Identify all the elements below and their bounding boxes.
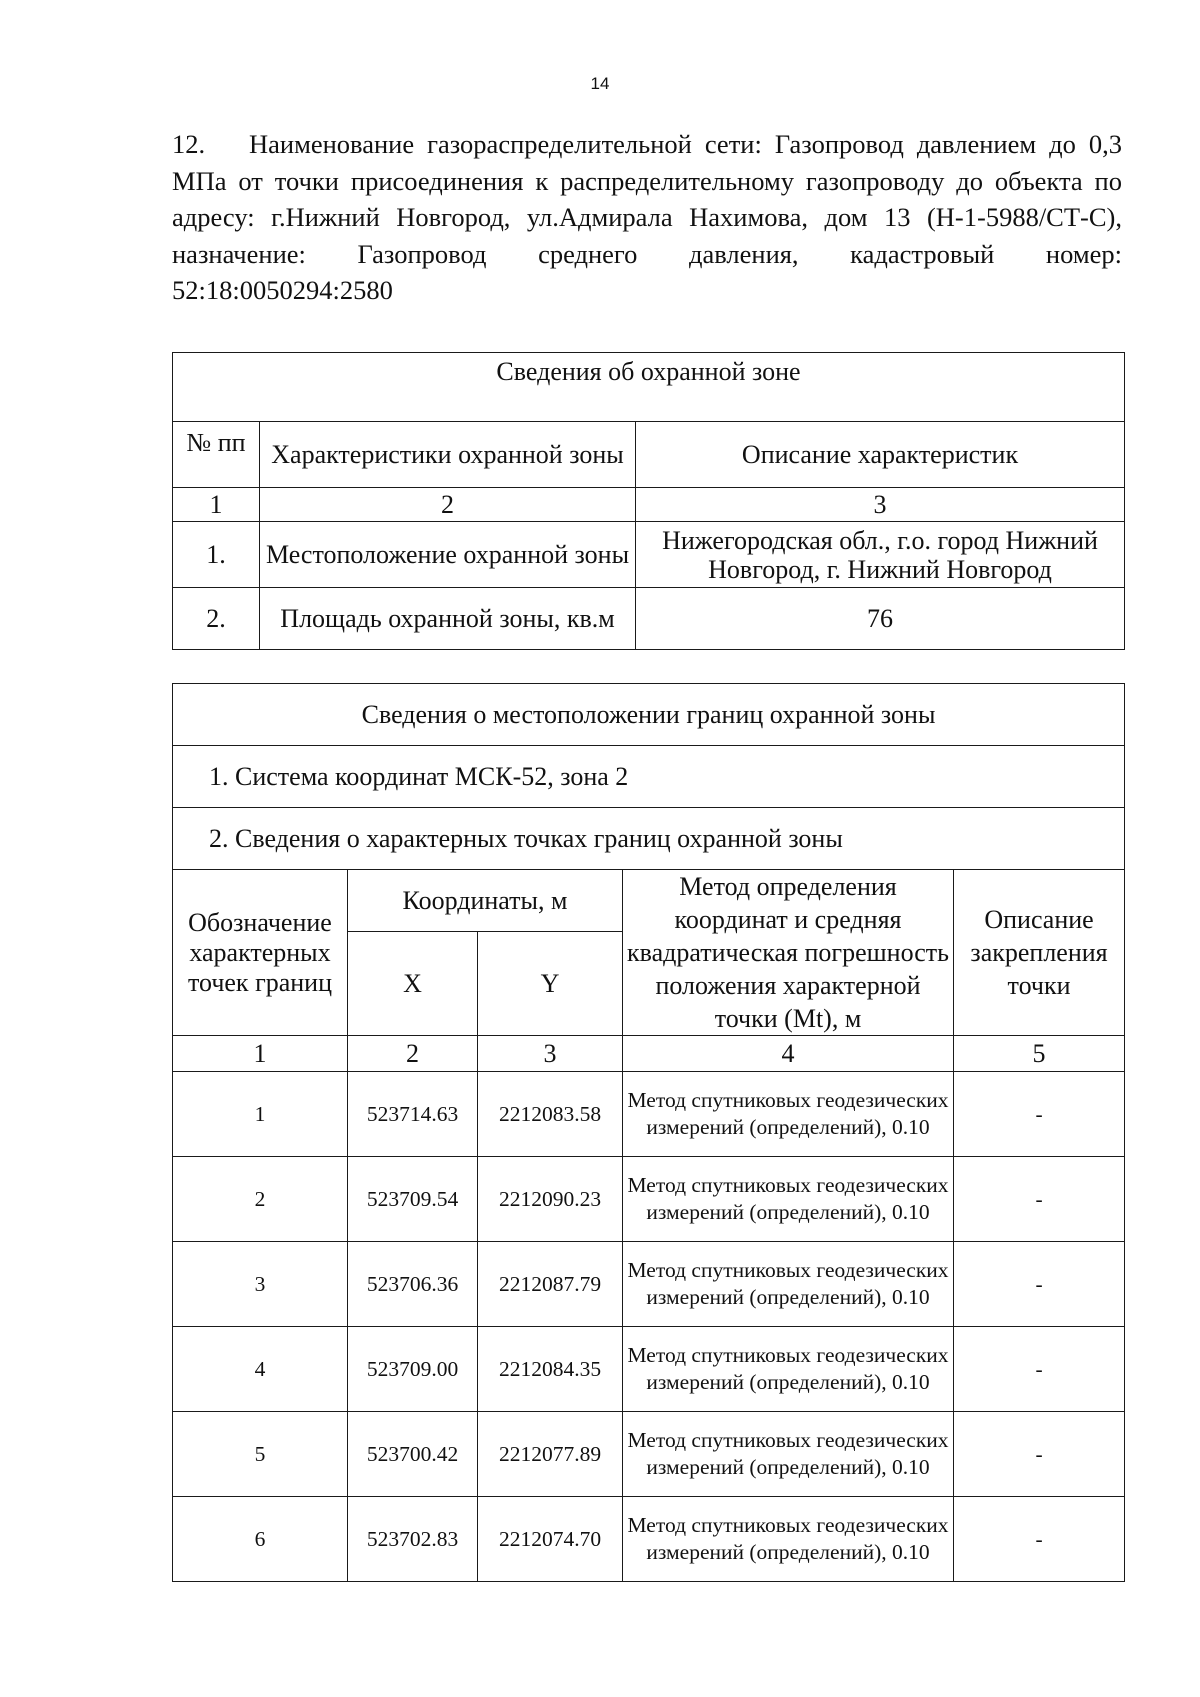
zone-row-number: 1. [173,522,260,588]
zone-row-characteristic: Местоположение охранной зоны [260,522,636,588]
zone-header-description: Описание характеристик [636,422,1125,488]
zone-row-description: 76 [636,588,1125,650]
point-fixing: - [954,1157,1125,1242]
coords-table-title: Сведения о местоположении границ охранной зоны [173,684,1125,746]
zone-index-cell: 3 [636,488,1125,522]
zone-table-title: Сведения об охранной зоне [173,353,1125,422]
header-coordinates: Координаты, м [348,870,623,932]
zone-index-cell: 2 [260,488,636,522]
page-number: 14 [590,74,610,93]
coords-index-cell: 4 [623,1036,954,1072]
point-x: 523702.83 [348,1497,478,1582]
table-row [173,1157,1125,1242]
coords-index-cell: 1 [173,1036,348,1072]
zone-index-cell: 1 [173,488,260,522]
zone-row-characteristic: Площадь охранной зоны, кв.м [260,588,636,650]
point-fixing: - [954,1327,1125,1412]
point-id: 5 [173,1412,348,1497]
point-fixing: - [954,1242,1125,1327]
point-method: Метод спутниковых геодезических измерений (определений), 0.10 [623,1497,954,1582]
header-fixing: Описание закрепления точки [954,870,1125,1036]
zone-row-number: 2. [173,588,260,650]
zone-header-number: № пп [173,422,260,488]
header-method: Метод определения координат и средняя квадратическая погрешность положения характерной точки (Mt), м [623,870,954,1036]
point-y: 2212087.79 [478,1242,623,1327]
coordinate-system: 1. Система координат МСК-52, зона 2 [173,746,1125,808]
coords-index-cell: 5 [954,1036,1125,1072]
protection-zone-table [172,352,1125,650]
points-title: 2. Сведения о характерных точках границ охранной зоны [173,808,1125,870]
intro-text: Наименование газораспределительной сети: Газопровод давлением до 0,3 МПа от точки присоединения к распределительному газопроводу до объекта по адресу: г.Нижний Новгород, ул.Адмирала Нахимова, дом 13 (Н-1-5988/СТ-С), назначение: Газопровод среднего давления, кадастровый номер: 52:18:0050294:2580 [172,129,1122,305]
point-x: 523709.54 [348,1157,478,1242]
zone-row-description: Нижегородская обл., г.о. город Нижний Новгород, г. Нижний Новгород [636,522,1125,588]
point-x: 523709.00 [348,1327,478,1412]
zone-header-characteristic: Характеристики охранной зоны [260,422,636,488]
point-fixing: - [954,1412,1125,1497]
point-fixing: - [954,1072,1125,1157]
point-id: 4 [173,1327,348,1412]
point-id: 1 [173,1072,348,1157]
point-y: 2212084.35 [478,1327,623,1412]
coords-index-cell: 2 [348,1036,478,1072]
point-id: 6 [173,1497,348,1582]
point-y: 2212077.89 [478,1412,623,1497]
table-row [173,1497,1125,1582]
table-row [173,1412,1125,1497]
point-id: 2 [173,1157,348,1242]
point-fixing: - [954,1497,1125,1582]
point-x: 523706.36 [348,1242,478,1327]
point-y: 2212090.23 [478,1157,623,1242]
table-row [173,522,1125,588]
point-id: 3 [173,1242,348,1327]
point-y: 2212083.58 [478,1072,623,1157]
intro-number: 12. [172,129,206,159]
header-point-designation: Обозначение характерных точек границ [173,870,348,1036]
point-method: Метод спутниковых геодезических измерений (определений), 0.10 [623,1242,954,1327]
header-x: X [348,932,478,1036]
point-x: 523700.42 [348,1412,478,1497]
point-y: 2212074.70 [478,1497,623,1582]
point-method: Метод спутниковых геодезических измерений (определений), 0.10 [623,1072,954,1157]
intro-paragraph [172,126,1122,309]
coords-index-cell: 3 [478,1036,623,1072]
table-row [173,588,1125,650]
header-y: Y [478,932,623,1036]
boundary-coordinates-table [172,683,1125,1582]
table-row [173,1072,1125,1157]
table-row [173,1242,1125,1327]
point-method: Метод спутниковых геодезических измерений (определений), 0.10 [623,1327,954,1412]
point-method: Метод спутниковых геодезических измерений (определений), 0.10 [623,1412,954,1497]
point-method: Метод спутниковых геодезических измерений (определений), 0.10 [623,1157,954,1242]
table-row [173,1327,1125,1412]
point-x: 523714.63 [348,1072,478,1157]
